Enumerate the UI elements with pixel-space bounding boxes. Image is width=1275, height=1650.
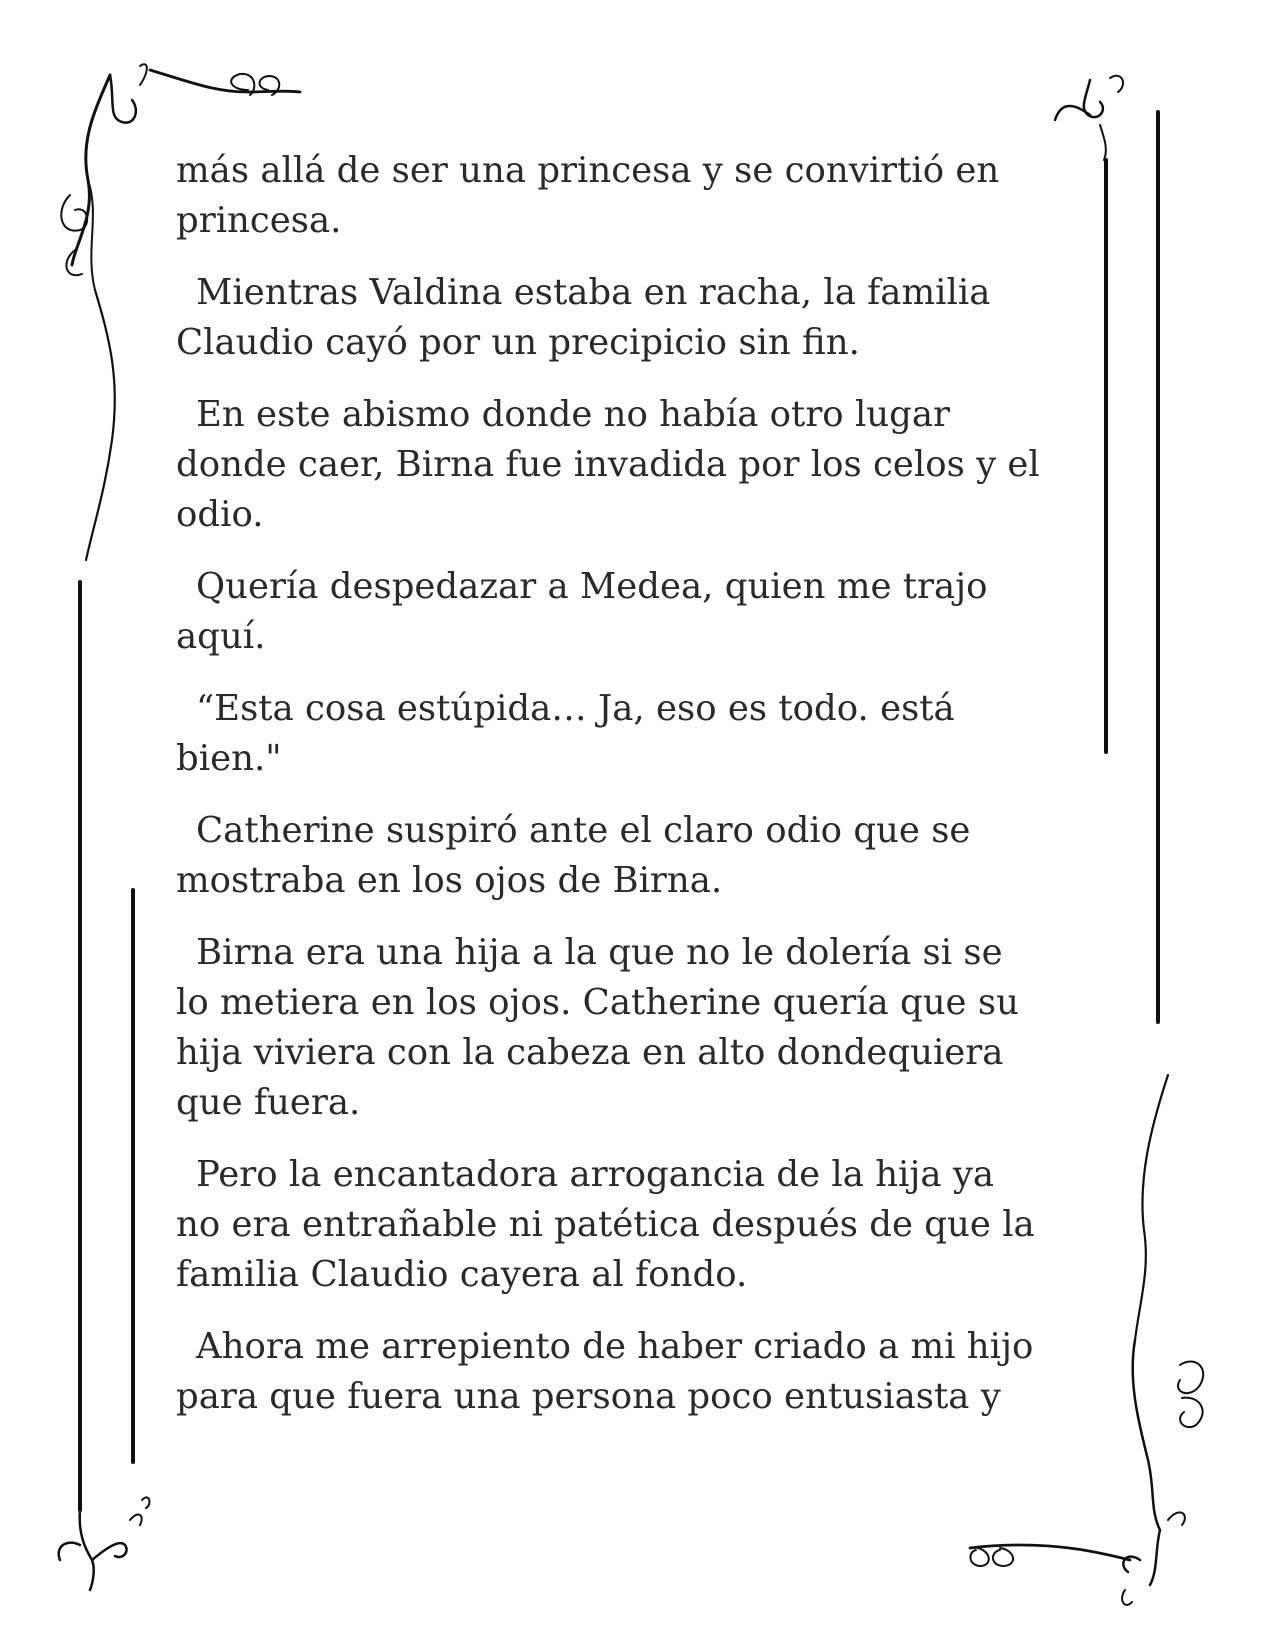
paragraph bbox=[176, 684, 1116, 784]
paragraph bbox=[176, 806, 1116, 906]
text-line: Catherine suspiró ante el claro odio que se bbox=[196, 810, 971, 851]
text-line: que fuera. bbox=[176, 1082, 361, 1123]
text-line: odio. bbox=[176, 494, 264, 535]
text-line: princesa. bbox=[176, 200, 342, 241]
text-line: bien." bbox=[176, 738, 282, 779]
text-line: no era entrañable ni patética después de que la bbox=[176, 1204, 1035, 1245]
text-line: lo metiera en los ojos. Catherine quería que su bbox=[176, 982, 1019, 1023]
text-line: Claudio cayó por un precipicio sin fin. bbox=[176, 322, 860, 363]
text-line: Pero la encantadora arrogancia de la hija ya bbox=[196, 1154, 995, 1195]
text-line: donde caer, Birna fue invadida por los celos y el bbox=[176, 444, 1040, 485]
text-line: “Esta cosa estúpida… Ja, eso es todo. está bbox=[196, 688, 955, 729]
page-text bbox=[176, 146, 1116, 1444]
left-rules bbox=[80, 582, 133, 1510]
text-line: Birna era una hija a la que no le dolería si se bbox=[196, 932, 1003, 973]
text-line: para que fuera una persona poco entusiasta y bbox=[176, 1376, 1001, 1417]
paragraph bbox=[176, 268, 1116, 368]
paragraph bbox=[176, 1150, 1116, 1300]
bottom-left-flourish bbox=[59, 1497, 150, 1590]
text-line: hija viviera con la cabeza en alto dondequiera bbox=[176, 1032, 1004, 1073]
text-line: Quería despedazar a Medea, quien me trajo bbox=[196, 566, 988, 607]
text-line: Mientras Valdina estaba en racha, la familia bbox=[196, 272, 991, 313]
text-line: En este abismo donde no había otro lugar bbox=[196, 394, 951, 435]
text-line: mostraba en los ojos de Birna. bbox=[176, 860, 723, 901]
text-line: más allá de ser una princesa y se convirtió en bbox=[176, 150, 1000, 191]
text-line: familia Claudio cayera al fondo. bbox=[176, 1254, 748, 1295]
text-line: aquí. bbox=[176, 616, 266, 657]
paragraph bbox=[176, 146, 1116, 246]
paragraph bbox=[176, 928, 1116, 1128]
paragraph bbox=[176, 390, 1116, 540]
text-line: Ahora me arrepiento de haber criado a mi hijo bbox=[196, 1326, 1034, 1367]
paragraph bbox=[176, 1322, 1116, 1422]
paragraph bbox=[176, 562, 1116, 662]
